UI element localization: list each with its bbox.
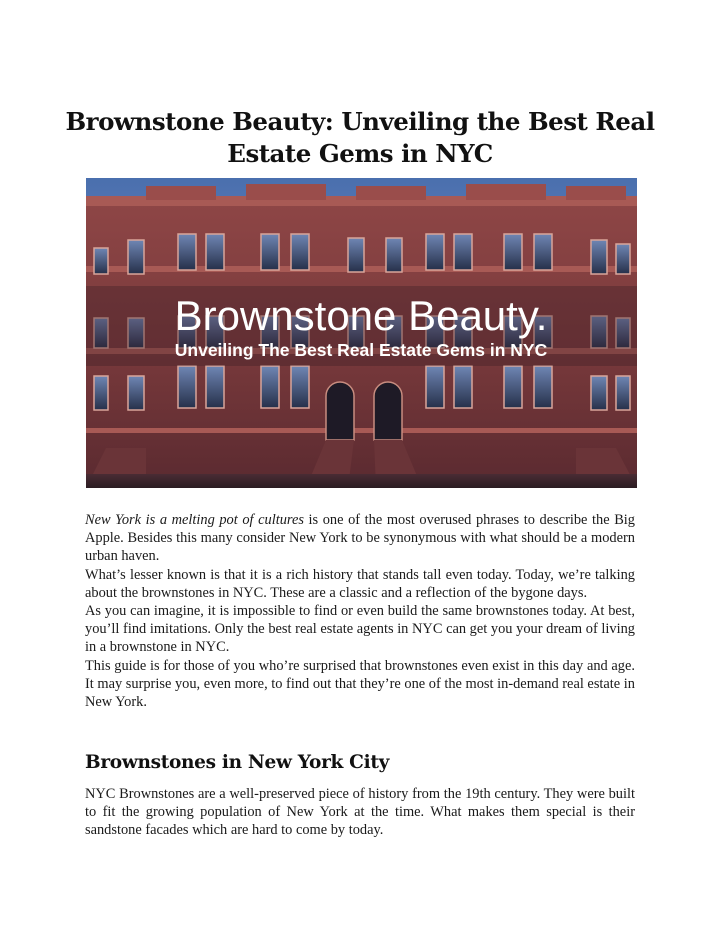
intro-paragraph-2: What’s lesser known is that it is a rich history that stands tall even today. Today, we’re talking about the brownstones in NYC. These are a classic and a reflection of the bygone days. xyxy=(85,566,635,601)
section-paragraph-1: NYC Brownstones are a well-preserved piece of history from the 19th century. They were built to fit the growing population of New York at the time. What makes them special is their sandstone facades which are hard to come by today. xyxy=(85,786,635,839)
section-text xyxy=(85,785,635,840)
hero-title: Brownstone Beauty. xyxy=(174,292,548,339)
section-heading: Brownstones in New York City xyxy=(85,752,390,773)
page-title: Brownstone Beauty: Unveiling the Best Real Estate Gems in NYC xyxy=(65,107,655,168)
intro-paragraph-1: New York is a melting pot of cultures is one of the most overused phrases to describe the Big Apple. Besides this many consider New York to be synonymous with what should be a modern urban haven. xyxy=(85,512,635,565)
intro-italic-phrase: New York is a melting pot of cultures xyxy=(85,512,304,528)
intro-text xyxy=(85,511,635,711)
intro-paragraph-4: This guide is for those of you who’re surprised that brownstones even exist in this day and age. It may surprise you, even more, to find out that they’re one of the most in-demand real estate in New York. xyxy=(85,657,635,711)
intro-paragraph-3: As you can imagine, it is impossible to find or even build the same brownstones today. At best, you’ll find imitations. Only the best real estate agents in NYC can get you your dream of living in a brownstone in NYC. xyxy=(85,603,635,656)
hero-image xyxy=(86,178,637,488)
hero-subtitle: Unveiling The Best Real Estate Gems in NYC xyxy=(174,340,548,360)
